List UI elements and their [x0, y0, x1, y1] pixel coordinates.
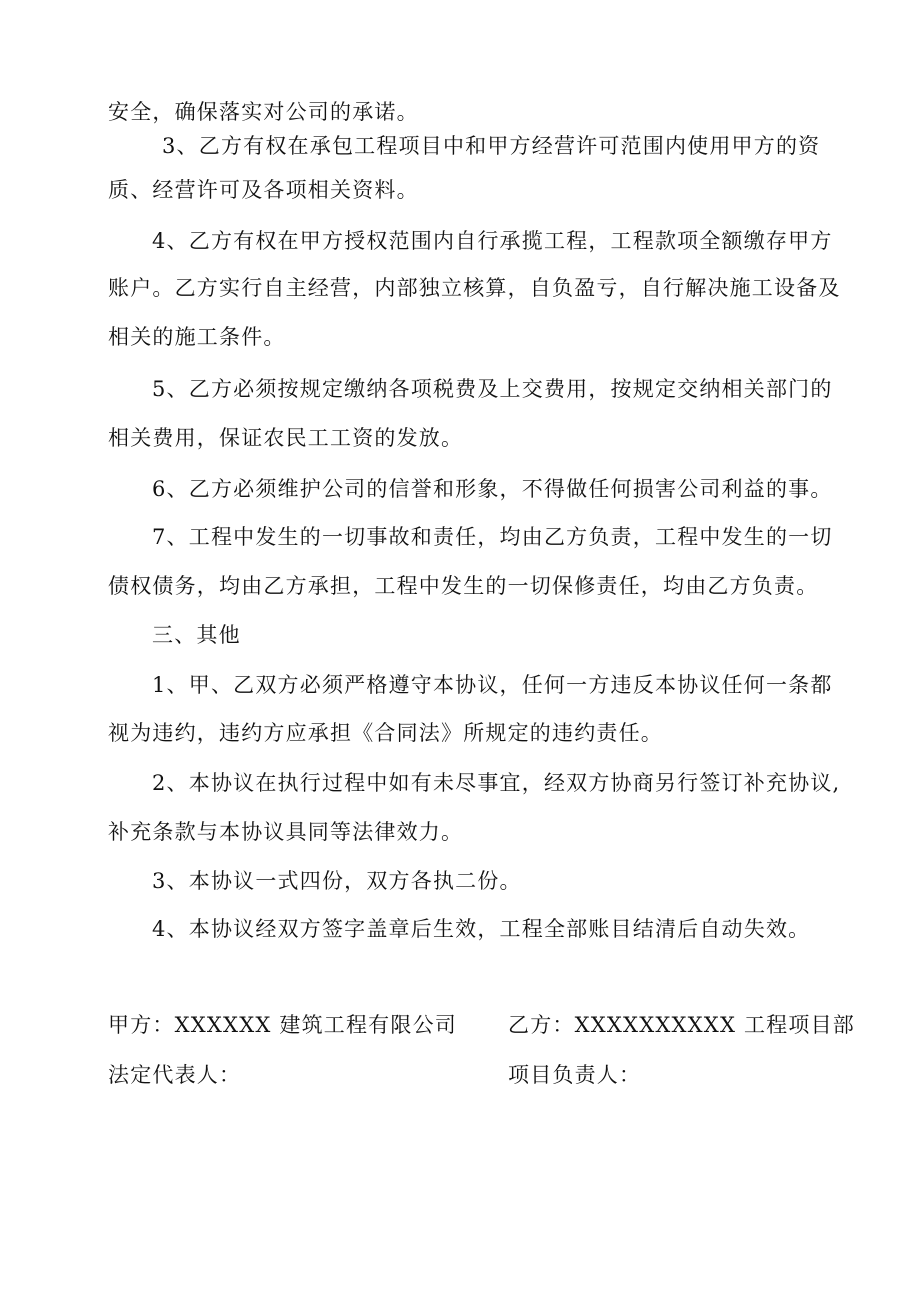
paragraph-line: 相关的施工条件。 — [108, 325, 286, 349]
paragraph-line: 质、经营许可及各项相关资料。 — [108, 178, 419, 202]
party-b-name: 乙方：XXXXXXXXXX 工程项目部 — [508, 1013, 855, 1037]
paragraph-line: 4、本协议经双方签字盖章后生效，工程全部账目结清后自动失效。 — [152, 917, 811, 941]
party-a-name: 甲方：XXXXXX 建筑工程有限公司 — [108, 1013, 457, 1037]
paragraph-line: 1、甲、乙双方必须严格遵守本协议，任何一方违反本协议任何一条都 — [152, 673, 833, 697]
paragraph-line: 5、乙方必须按规定缴纳各项税费及上交费用，按规定交纳相关部门的 — [152, 377, 833, 401]
paragraph-line: 相关费用，保证农民工工资的发放。 — [108, 426, 464, 450]
paragraph-line: 2、本协议在执行过程中如有未尽事宜，经双方协商另行签订补充协议, — [152, 771, 841, 795]
paragraph-line: 补充条款与本协议具同等法律效力。 — [108, 820, 464, 844]
paragraph-line: 债权债务，均由乙方承担，工程中发生的一切保修责任，均由乙方负责。 — [108, 574, 819, 598]
paragraph-line: 安全，确保落实对公司的承诺。 — [108, 100, 419, 124]
paragraph-line: 视为违约，违约方应承担《合同法》所规定的违约责任。 — [108, 721, 663, 745]
paragraph-line: 4、乙方有权在甲方授权范围内自行承揽工程，工程款项全额缴存甲方 — [152, 229, 833, 253]
paragraph-line: 3、本协议一式四份，双方各执二份。 — [152, 869, 522, 893]
section-heading: 三、其他 — [152, 623, 241, 647]
paragraph-line: 账户。乙方实行自主经营，内部独立核算，自负盈亏，自行解决施工设备及 — [108, 276, 841, 300]
paragraph-line: 7、工程中发生的一切事故和责任，均由乙方负责，工程中发生的一切 — [152, 525, 833, 549]
paragraph-line: 6、乙方必须维护公司的信誉和形象，不得做任何损害公司利益的事。 — [152, 477, 833, 501]
paragraph-line: 3、乙方有权在承包工程项目中和甲方经营许可范围内使用甲方的资 — [162, 134, 821, 158]
party-a-representative: 法定代表人： — [108, 1063, 242, 1087]
party-b-representative: 项目负责人： — [508, 1063, 642, 1087]
